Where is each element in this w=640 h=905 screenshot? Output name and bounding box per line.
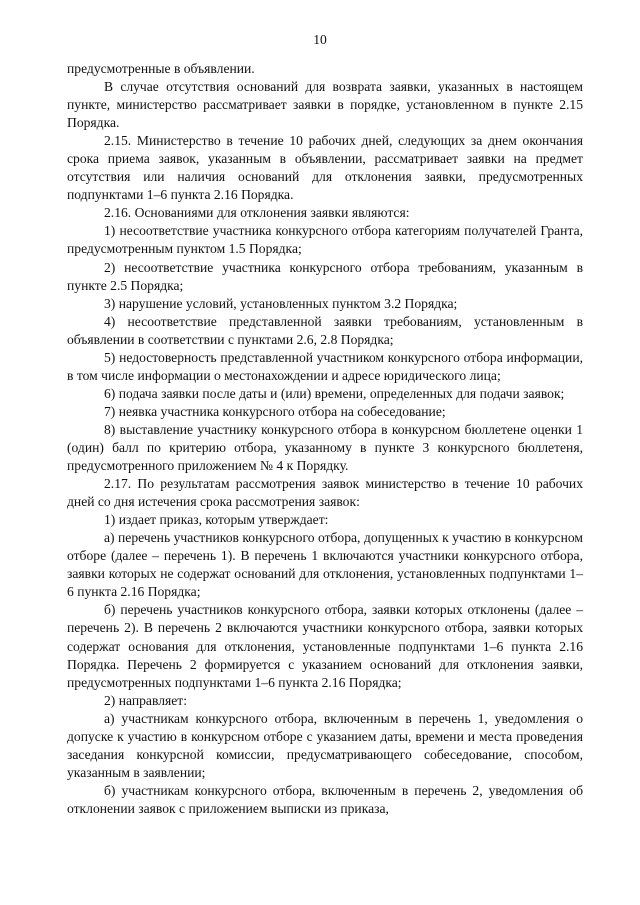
paragraph: б) перечень участников конкурсного отбора, заявки которых отклонены (далее – перечень 2). В перечень 2 включаются участники конкурсного отбора, заявки которых содержат основания для отклонения, установленные подпунктами 1–6 пункта 2.16 Порядка. Перечень 2 формируется с указанием оснований для отклонения заявки, предусмотренных подпунктами 1–6 пункта 2.16 Порядка; <box>67 602 583 690</box>
paragraph: 2.17. По результатам рассмотрения заявок министерство в течение 10 рабочих дней со дня истечения срока рассмотрения заявок: <box>67 476 583 510</box>
paragraph: б) участникам конкурсного отбора, включенным в перечень 2, уведомления об отклонении заявок с приложением выписки из приказа, <box>67 782 583 816</box>
paragraph: 2) направляет: <box>104 692 187 708</box>
paragraph: 1) несоответствие участника конкурсного отбора категориям получателей Гранта, предусмотренным пунктом 1.5 Порядка; <box>67 223 583 257</box>
paragraph: В случае отсутствия оснований для возврата заявки, указанных в настоящем пункте, министерство рассматривает заявки в порядке, установленном в пункте 2.15 Порядка. <box>67 79 583 131</box>
paragraph: 3) нарушение условий, установленных пунктом 3.2 Порядка; <box>104 295 458 311</box>
paragraph: 1) издает приказ, которым утверждает: <box>104 512 329 528</box>
paragraph: а) участникам конкурсного отбора, включенным в перечень 1, уведомления о допуске к участию в конкурсном отборе с указанием даты, времени и места проведения заседания конкурсной комиссии, предусматривающего собеседование, способом, указанным в заявлении; <box>67 710 583 780</box>
paragraph: 2) несоответствие участника конкурсного отбора требованиям, указанным в пункте 2.5 Порядка; <box>67 259 583 293</box>
paragraph: 5) недостоверность представленной участником конкурсного отбора информации, в том числе информации о местонахождении и адресе юридического лица; <box>67 349 583 383</box>
paragraph: 4) несоответствие представленной заявки требованиям, установленным в объявлении в соответствии с пунктами 2.6, 2.8 Порядка; <box>67 313 583 347</box>
paragraph: 6) подача заявки после даты и (или) времени, определенных для подачи заявок; <box>104 385 565 401</box>
paragraph: 7) неявка участника конкурсного отбора на собеседование; <box>104 403 446 419</box>
paragraph: 2.15. Министерство в течение 10 рабочих дней, следующих за днем окончания срока приема заявок, указанным в объявлении, рассматривает заявки на предмет отсутствия или наличия оснований для отклонения заявки, предусмотренных подпунктами 1–6 пункта 2.16 Порядка. <box>67 133 583 203</box>
document-body <box>67 60 583 818</box>
page-number: 10 <box>313 32 327 47</box>
paragraph: а) перечень участников конкурсного отбора, допущенных к участию в конкурсном отборе (далее – перечень 1). В перечень 1 включаются участники конкурсного отбора, заявки которых не содержат оснований для отклонения, установленных подпунктами 1–6 пункта 2.16 Порядка; <box>67 530 583 600</box>
paragraph: 8) выставление участнику конкурсного отбора в конкурсном бюллетене оценки 1 (один) балл по критерию отбора, указанному в пункте 3 конкурсного бюллетеня, предусмотренного приложением № 4 к Порядку. <box>67 421 583 474</box>
paragraph: предусмотренные в объявлении. <box>67 61 255 76</box>
paragraph: 2.16. Основаниями для отклонения заявки являются: <box>104 205 410 221</box>
